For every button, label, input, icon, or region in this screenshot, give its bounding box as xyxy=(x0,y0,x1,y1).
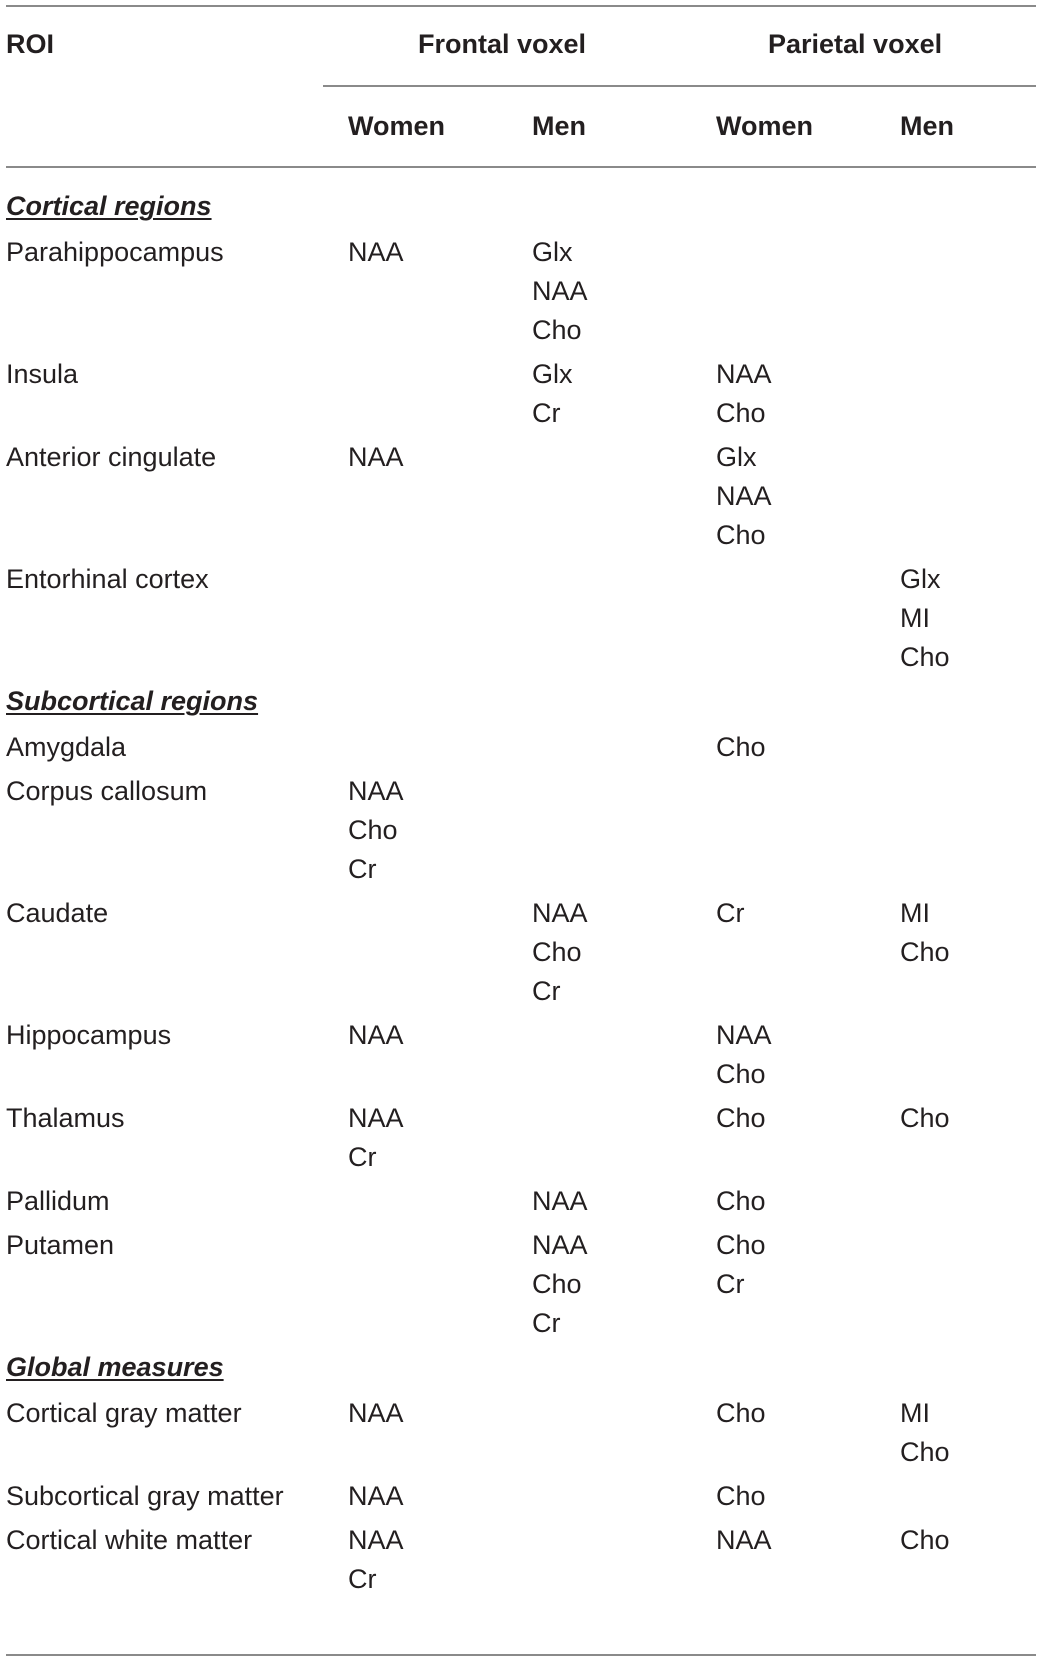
cell-parietal-women xyxy=(716,728,766,767)
metabolite: Cr xyxy=(532,398,561,428)
cell-frontal-women xyxy=(348,1394,404,1433)
section-title: Global measures xyxy=(6,1352,224,1382)
cell-parietal-women xyxy=(716,1394,766,1433)
metabolite: Cr xyxy=(348,854,377,884)
roi-label: Entorhinal cortex xyxy=(6,564,209,594)
metabolite: Cr xyxy=(348,1142,377,1172)
metabolite: Cho xyxy=(900,1525,950,1555)
metabolite: NAA xyxy=(348,1398,404,1428)
metabolite: Cr xyxy=(716,1269,745,1299)
metabolite: NAA xyxy=(348,237,404,267)
metabolite: NAA xyxy=(348,442,404,472)
roi-label: Caudate xyxy=(6,898,109,928)
metabolite: MI xyxy=(900,603,930,633)
roi-label: Thalamus xyxy=(6,1103,125,1133)
metabolite: MI xyxy=(900,1398,930,1428)
cell-parietal-women xyxy=(716,1477,766,1516)
cell-frontal-men xyxy=(532,1226,588,1343)
cell-frontal-women xyxy=(348,1016,404,1055)
cell-parietal-men xyxy=(900,1521,950,1560)
header-frontal-voxel: Frontal voxel xyxy=(418,29,587,59)
metabolite: NAA xyxy=(532,898,588,928)
cell-frontal-women xyxy=(348,233,404,272)
metabolite: Cho xyxy=(532,937,582,967)
roi-label: Cortical gray matter xyxy=(6,1398,242,1428)
metabolite: Glx xyxy=(716,442,757,472)
header-parietal-women: Women xyxy=(716,111,814,141)
cell-frontal-men xyxy=(532,233,588,350)
metabolite: Glx xyxy=(532,237,573,267)
roi-label: Pallidum xyxy=(6,1186,110,1216)
header-roi: ROI xyxy=(6,29,55,59)
cell-parietal-women xyxy=(716,894,745,933)
metabolite: NAA xyxy=(348,1103,404,1133)
roi-label: Subcortical gray matter xyxy=(6,1481,284,1511)
metabolite: NAA xyxy=(348,776,404,806)
metabolite: NAA xyxy=(532,1230,588,1260)
metabolite: Cr xyxy=(716,898,745,928)
metabolite: NAA xyxy=(716,1020,772,1050)
cell-parietal-women xyxy=(716,355,772,433)
metabolite: Cho xyxy=(900,1437,950,1467)
metabolite: NAA xyxy=(716,1525,772,1555)
cell-parietal-men xyxy=(900,1394,950,1472)
roi-label: Cortical white matter xyxy=(6,1525,253,1555)
cell-parietal-women xyxy=(716,1521,772,1560)
cell-frontal-women xyxy=(348,1521,404,1599)
metabolite: NAA xyxy=(716,481,772,511)
metabolite: Cho xyxy=(348,815,398,845)
roi-label: Hippocampus xyxy=(6,1020,172,1050)
group-rule xyxy=(323,85,1036,87)
metabolite: Cho xyxy=(716,1481,766,1511)
roi-label: Anterior cingulate xyxy=(6,442,217,472)
roi-label: Amygdala xyxy=(6,732,127,762)
metabolite: Cho xyxy=(716,520,766,550)
bottom-rule xyxy=(6,1654,1036,1656)
metabolite: NAA xyxy=(348,1481,404,1511)
roi-label: Insula xyxy=(6,359,79,389)
cell-parietal-women xyxy=(716,1016,772,1094)
metabolite: Cr xyxy=(532,976,561,1006)
metabolite: Cho xyxy=(900,937,950,967)
section-title: Cortical regions xyxy=(6,191,212,221)
metabolite: Cho xyxy=(900,1103,950,1133)
cell-frontal-women xyxy=(348,772,404,889)
header-bottom-rule xyxy=(6,166,1036,168)
metabolite: Cho xyxy=(716,1230,766,1260)
cell-parietal-men xyxy=(900,894,950,972)
cell-frontal-men xyxy=(532,1182,588,1221)
cell-frontal-women xyxy=(348,438,404,477)
metabolite: Cr xyxy=(532,1308,561,1338)
metabolite: Glx xyxy=(532,359,573,389)
metabolite: Glx xyxy=(900,564,941,594)
header-frontal-men: Men xyxy=(532,111,586,141)
cell-parietal-men xyxy=(900,560,950,677)
metabolite: NAA xyxy=(348,1525,404,1555)
roi-label: Corpus callosum xyxy=(6,776,208,806)
metabolite: NAA xyxy=(532,276,588,306)
header-frontal-women: Women xyxy=(348,111,446,141)
header-parietal-men: Men xyxy=(900,111,954,141)
metabolite: NAA xyxy=(532,1186,588,1216)
roi-label: Putamen xyxy=(6,1230,115,1260)
metabolite: Cho xyxy=(532,315,582,345)
metabolite: Cho xyxy=(900,642,950,672)
cell-frontal-women xyxy=(348,1477,404,1516)
metabolite: Cho xyxy=(716,1059,766,1089)
header-parietal-voxel: Parietal voxel xyxy=(768,29,943,59)
metabolite: Cr xyxy=(348,1564,377,1594)
cell-parietal-men xyxy=(900,1099,950,1138)
section-title: Subcortical regions xyxy=(6,686,259,716)
cell-parietal-women xyxy=(716,1182,766,1221)
cell-frontal-women xyxy=(348,1099,404,1177)
cell-parietal-women xyxy=(716,1226,766,1304)
metabolite: Cho xyxy=(716,398,766,428)
metabolite: Cho xyxy=(716,1398,766,1428)
cell-parietal-women xyxy=(716,438,772,555)
cell-frontal-men xyxy=(532,355,573,433)
top-rule xyxy=(6,5,1036,7)
metabolite: Cho xyxy=(716,732,766,762)
metabolite: NAA xyxy=(348,1020,404,1050)
metabolite: Cho xyxy=(716,1186,766,1216)
roi-label: Parahippocampus xyxy=(6,237,224,267)
metabolite: Cho xyxy=(532,1269,582,1299)
cell-frontal-men xyxy=(532,894,588,1011)
metabolite: NAA xyxy=(716,359,772,389)
metabolite: MI xyxy=(900,898,930,928)
metabolite: Cho xyxy=(716,1103,766,1133)
cell-parietal-women xyxy=(716,1099,766,1138)
